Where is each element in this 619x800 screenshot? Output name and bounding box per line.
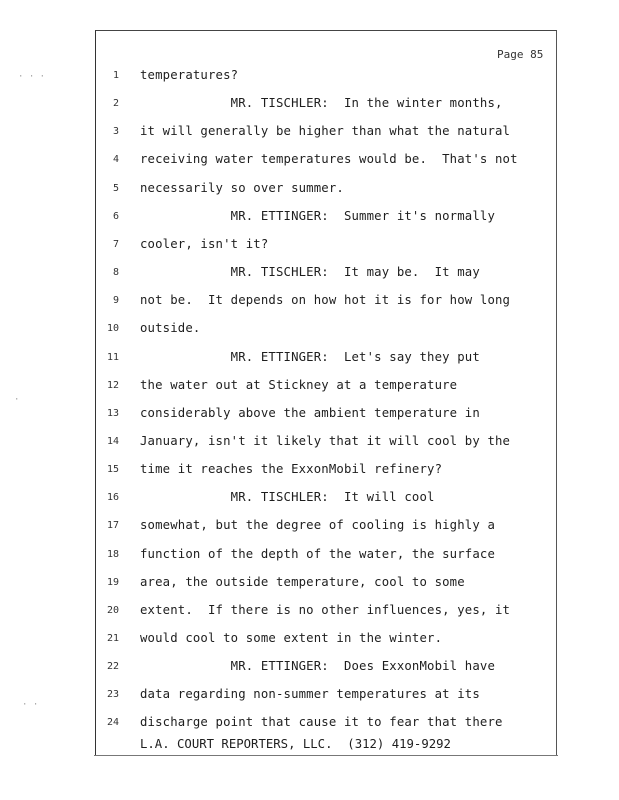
line-number: 19 <box>106 576 119 588</box>
transcript-line: January, isn't it likely that it will cool by the <box>140 433 511 448</box>
transcript-line: area, the outside temperature, cool to some <box>140 574 465 589</box>
transcript-line: data regarding non-summer temperatures at its <box>140 687 480 702</box>
line-number: 3 <box>112 126 119 138</box>
transcript-line: considerably above the ambient temperature in <box>140 405 480 420</box>
line-number: 18 <box>106 548 119 560</box>
scan-speck: · · · <box>18 72 46 82</box>
transcript-line: not be. It depends on how hot it is for how long <box>140 293 511 308</box>
transcript-line: function of the depth of the water, the surface <box>140 546 496 561</box>
line-number: 13 <box>106 407 119 419</box>
transcript-line: time it reaches the ExxonMobil refinery? <box>140 462 443 477</box>
line-number: 23 <box>106 689 119 701</box>
transcript-line: outside. <box>140 321 201 336</box>
line-number: 20 <box>106 604 119 616</box>
line-number: 4 <box>112 154 119 166</box>
scan-speck: · · <box>22 700 39 710</box>
transcript-line: discharge point that cause it to fear that there <box>140 715 503 730</box>
transcript-page-frame <box>95 30 557 755</box>
transcript-line: MR. ETTINGER: Let's say they put <box>140 349 480 364</box>
line-number: 1 <box>112 70 119 81</box>
scan-speck: · <box>14 395 20 405</box>
transcript-line: the water out at Stickney at a temperature <box>140 377 458 392</box>
line-number: 7 <box>112 238 119 250</box>
line-number: 5 <box>112 182 119 194</box>
line-number: 11 <box>106 351 119 363</box>
court-reporter-footer: L.A. COURT REPORTERS, LLC. (312) 419-9292 <box>140 737 451 751</box>
transcript-line: necessarily so over summer. <box>140 180 344 195</box>
line-number: 21 <box>106 633 119 644</box>
line-number: 24 <box>106 717 119 729</box>
transcript-line: temperatures? <box>140 68 239 82</box>
line-number: 22 <box>106 661 119 673</box>
transcript-line: would cool to some extent in the winter. <box>140 631 443 645</box>
transcript-line: MR. ETTINGER: Does ExxonMobil have <box>140 659 496 674</box>
line-number: 8 <box>112 267 119 279</box>
line-number: 15 <box>106 464 119 476</box>
transcript-line: receiving water temperatures would be. That's not <box>140 152 518 167</box>
line-number: 2 <box>112 98 119 110</box>
line-number: 10 <box>106 323 119 335</box>
transcript-line: MR. ETTINGER: Summer it's normally <box>140 208 496 223</box>
transcript-line: cooler, isn't it? <box>140 236 269 251</box>
transcript-line: it will generally be higher than what the natural <box>140 124 511 139</box>
transcript-line: MR. TISCHLER: It may be. It may <box>140 265 480 280</box>
page-number: Page 85 <box>497 48 544 61</box>
line-number: 9 <box>112 295 119 307</box>
line-number: 12 <box>106 379 119 391</box>
transcript-line: extent. If there is no other influences, yes, it <box>140 602 511 617</box>
line-number: 16 <box>106 492 119 504</box>
transcript-line: MR. TISCHLER: It will cool <box>140 490 435 505</box>
line-number: 17 <box>106 520 119 532</box>
transcript-line: MR. TISCHLER: In the winter months, <box>140 96 503 111</box>
line-number: 14 <box>106 435 119 447</box>
transcript-line: somewhat, but the degree of cooling is highly a <box>140 518 496 533</box>
line-number: 6 <box>112 210 119 222</box>
